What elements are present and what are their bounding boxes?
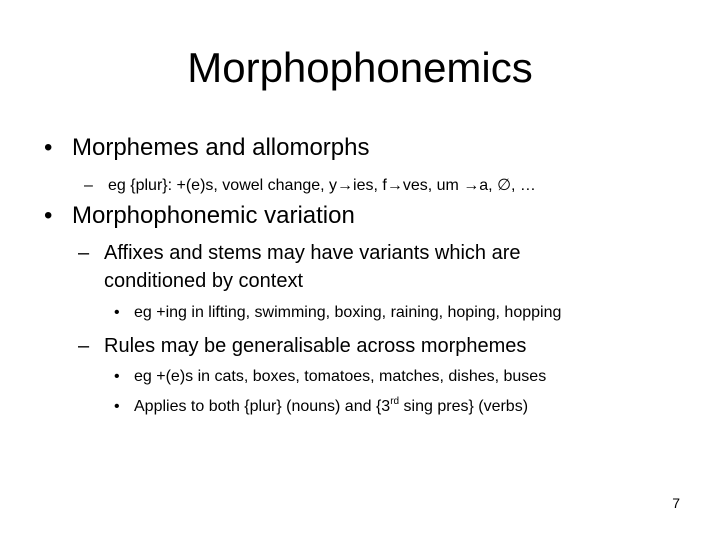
bullet-variation: Morphophonemic variation (72, 202, 355, 229)
dash-marker: – (84, 177, 93, 194)
sub-bullet-marker: • (114, 368, 120, 385)
applies-line (134, 396, 528, 418)
rules-line: Rules may be generalisable across morphemes (104, 335, 527, 357)
slide-title: Morphophonemics (187, 44, 533, 91)
morphemes-example: eg {plur}: +(e)s, vowel change, y→ies, f→ves, um →a, ∅, … (108, 177, 536, 194)
applies-text-after: sing pres} (verbs) (399, 398, 529, 415)
rules-example: eg +(e)s in cats, boxes, tomatoes, matches, dishes, buses (134, 368, 547, 385)
sub-bullet-marker: • (114, 398, 120, 415)
bullet-marker: • (44, 202, 53, 229)
bullet-marker: • (44, 134, 53, 161)
affixes-line-1: Affixes and stems may have variants which are (104, 242, 521, 264)
dash-marker: – (78, 335, 90, 357)
page-number: 7 (672, 495, 680, 511)
bullet-morphemes: Morphemes and allomorphs (72, 134, 370, 161)
dash-marker: – (78, 242, 90, 264)
affixes-line-2: conditioned by context (104, 270, 304, 292)
affixes-example: eg +ing in lifting, swimming, boxing, raining, hoping, hopping (134, 304, 562, 321)
sub-bullet-marker: • (114, 304, 120, 321)
applies-superscript: rd (390, 396, 400, 407)
applies-text-before: Applies to both {plur} (nouns) and {3 (134, 398, 391, 415)
